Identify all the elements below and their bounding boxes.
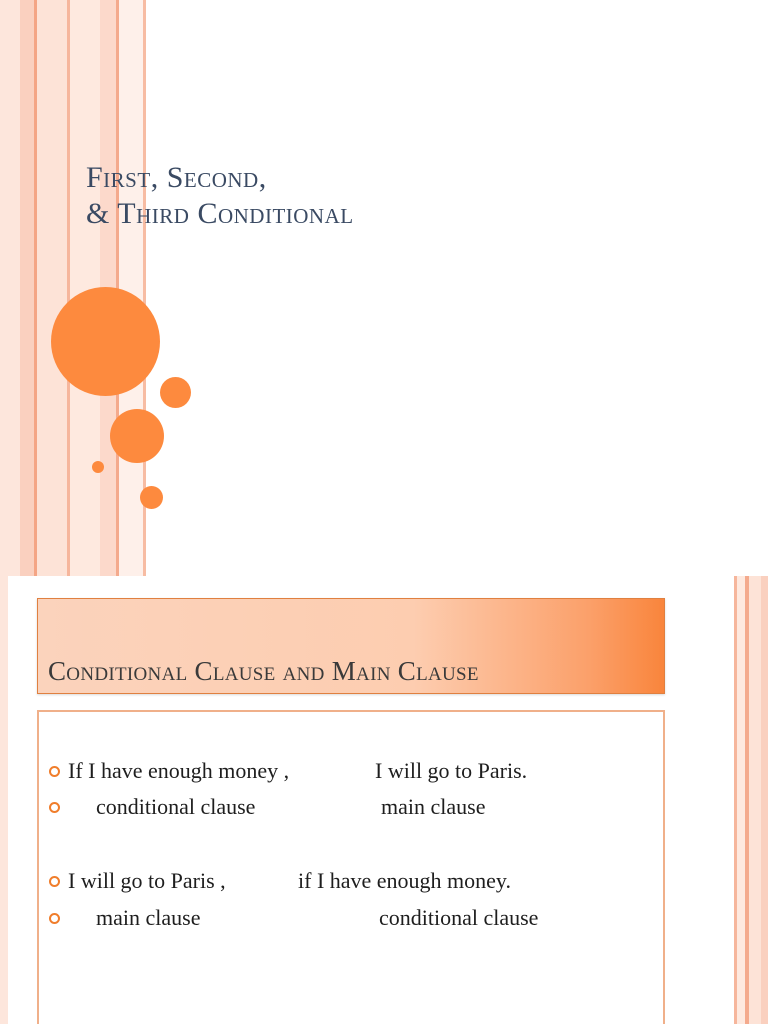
tiny-circle-icon [92,461,104,473]
stripe [0,0,20,576]
slide-title: Conditional Clause and Main Clause [48,656,479,686]
content-box [37,710,665,1024]
small-circle-icon [140,486,163,509]
bullet-circle-icon [49,766,60,777]
stripe [20,0,34,576]
stripe [737,576,745,1024]
large-circle-icon [51,287,160,396]
bullet-text: I will go to Paris , [68,868,226,893]
list-item [49,903,649,933]
title-banner [37,598,665,694]
list-item [49,756,649,786]
stripe [761,576,768,1024]
bullet-text: I will go to Paris. [375,758,528,783]
bullet-circle-icon [49,876,60,887]
list-item [49,792,649,822]
bullet-text: main clause [381,794,486,819]
stripe [119,0,143,576]
bullet-text: main clause [96,905,201,930]
decorative-stripes [0,0,150,576]
content-slide [0,576,768,1024]
bullet-text: conditional clause [96,794,256,819]
medium-circle-icon [110,409,164,463]
stripe [749,576,761,1024]
bullet-circle-icon [49,913,60,924]
bullet-text: If I have enough money , [68,758,290,783]
list-item [49,866,649,896]
bullet-text: conditional clause [379,905,539,930]
slide-title [86,160,686,232]
slide-title-line-1: First, Second, [86,161,267,194]
slide-title-line-2: & Third Conditional [86,197,354,230]
stripe [0,576,8,1024]
small-circle-icon [160,377,191,408]
bullet-text: if I have enough money. [298,868,512,893]
stripe [37,0,67,576]
bullet-circle-icon [49,802,60,813]
